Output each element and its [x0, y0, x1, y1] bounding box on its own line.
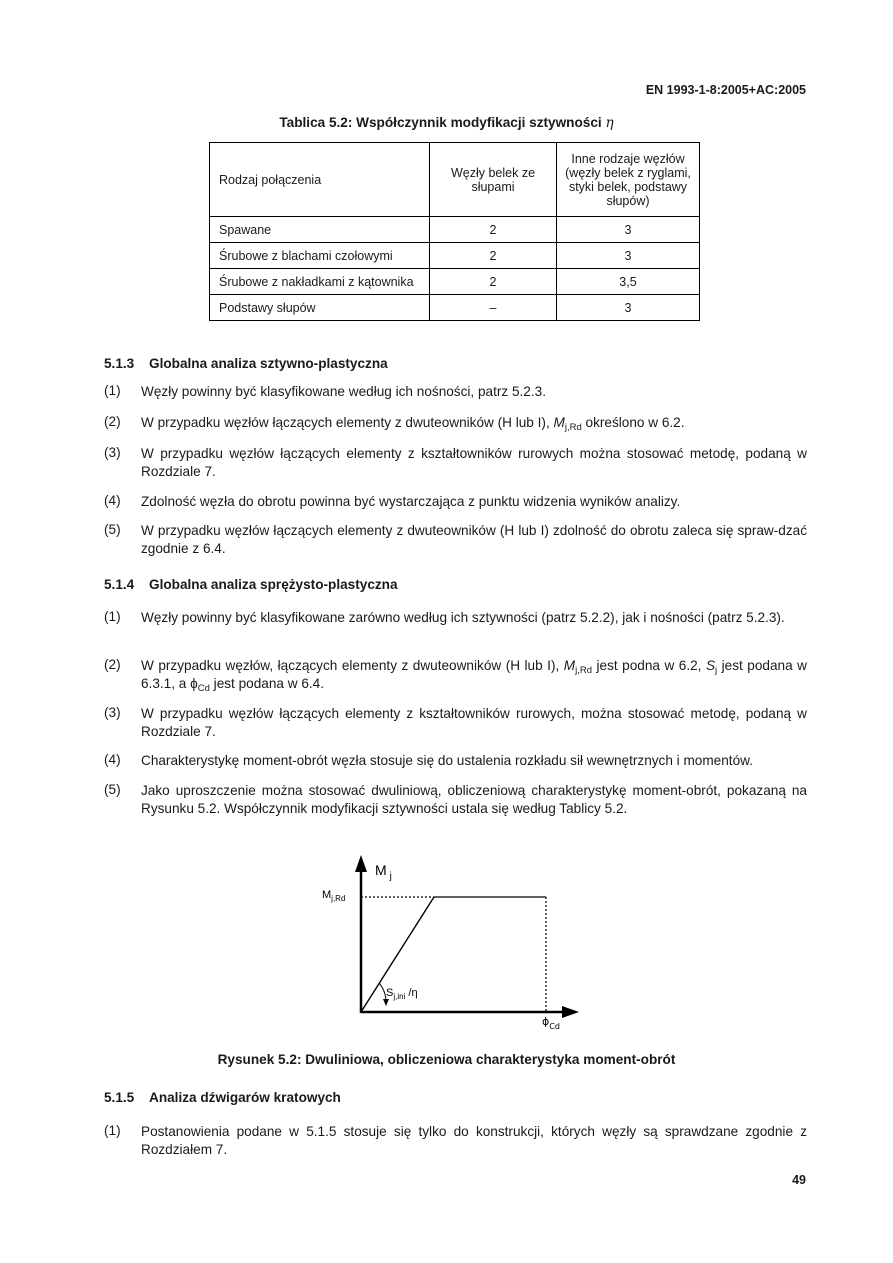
document-header: EN 1993-1-8:2005+AC:2005 — [645, 83, 806, 97]
item-text — [141, 414, 807, 432]
text-run: Węzły powinny być klasyfikowane zarówno według ich sztywności (patrz 5.2.2), jak i nośności (patrz 5.2.3). — [141, 610, 785, 625]
item-text — [141, 522, 807, 558]
symbol-subscript: Cd — [197, 683, 210, 694]
table-cell: 2 — [430, 217, 557, 243]
section-heading — [104, 356, 388, 371]
y-label-main: M — [375, 862, 387, 878]
y-label-sub: j — [389, 871, 392, 882]
list-item — [104, 493, 807, 511]
table-row — [210, 269, 700, 295]
item-number: (1) — [104, 383, 121, 398]
section-heading — [104, 1090, 341, 1105]
list-item — [104, 414, 807, 432]
list-item — [104, 782, 807, 818]
slope-label-sub: j,ini — [393, 992, 406, 1001]
y-axis-arrow-icon — [355, 855, 367, 872]
list-item — [104, 752, 807, 770]
text-run: W przypadku węzłów łączących elementy z kształtowników rurowych, można stosować metodę, podaną w Rozdziale 7. — [141, 706, 807, 739]
table-cell: Spawane — [210, 217, 430, 243]
table-cell: 3,5 — [557, 269, 700, 295]
section-title: Globalna analiza sprężysto-plastyczna — [149, 577, 398, 592]
text-run: Jako uproszczenie można stosować dwuliniową, obliczeniową charakterystykę moment-obrót, pokazaną na Rysunku 5.2. Współczynnik modyfikacji sztywności ustala się według Tablicy 5.2. — [141, 783, 807, 816]
moment-rotation-diagram — [300, 845, 600, 1040]
slope-label-tail: /η — [405, 987, 418, 999]
table-cell: Śrubowe z nakładkami z kątownika — [210, 269, 430, 295]
item-number: (4) — [104, 493, 121, 508]
symbol-m: M — [553, 415, 565, 430]
list-item — [104, 1123, 807, 1159]
symbol-m: M — [563, 658, 576, 673]
section-title: Globalna analiza sztywno-plastyczna — [149, 356, 388, 371]
item-number: (2) — [104, 657, 121, 672]
text-run: Zdolność węzła do obrotu powinna być wystarczająca z punktu widzenia wyników analizy. — [141, 494, 681, 509]
item-text — [141, 445, 807, 481]
item-text — [141, 383, 807, 401]
slope-label — [386, 987, 418, 1001]
item-text — [141, 705, 807, 741]
section-number: 5.1.4 — [104, 577, 135, 592]
text-run: jest podna w 6.2, — [592, 658, 706, 673]
table-cell: 3 — [557, 295, 700, 321]
item-number: (3) — [104, 445, 121, 460]
symbol-phi: ϕ — [190, 676, 198, 691]
item-text — [141, 1123, 807, 1159]
list-item — [104, 657, 807, 693]
text-run: Węzły powinny być klasyfikowane według ich nośności, patrz 5.2.3. — [141, 384, 546, 399]
item-text — [141, 752, 807, 770]
section-number: 5.1.5 — [104, 1090, 135, 1105]
table-header-cell: Węzły belek ze słupami — [430, 143, 557, 217]
item-number: (2) — [104, 414, 121, 429]
text-run: W przypadku węzłów łączących elementy z dwuteowników (H lub I), — [141, 415, 554, 430]
table-cell: 2 — [430, 269, 557, 295]
table-caption-symbol: η — [605, 115, 614, 131]
text-run: Postanowienia podane w 5.1.5 stosuje się tylko do konstrukcji, których węzły są sprawdzane zgodnie z Rozdziałem 7. — [141, 1124, 807, 1157]
table-header-cell: Inne rodzaje węzłów (węzły belek z ryglami, styki belek, podstawy słupów) — [557, 143, 700, 217]
text-run: jest podana w 6.3.1, a — [141, 658, 807, 691]
mrd-label-sub: j,Rd — [331, 894, 346, 903]
stiffness-table — [209, 142, 700, 321]
table-cell: 3 — [557, 243, 700, 269]
figure-caption: Rysunek 5.2: Dwuliniowa, obliczeniowa charakterystyka moment-obrót — [217, 1052, 676, 1067]
list-item — [104, 383, 807, 401]
table-cell: Podstawy słupów — [210, 295, 430, 321]
table-caption — [0, 115, 893, 131]
text-run: W przypadku węzłów łączących elementy z kształtowników rurowych można stosować metodę, podaną w Rozdziale 7. — [141, 446, 807, 479]
table-cell: 3 — [557, 217, 700, 243]
symbol-subscript: j,Rd — [575, 665, 592, 676]
item-text — [141, 609, 807, 627]
symbol-subscript: j,Rd — [564, 422, 582, 433]
list-item — [104, 705, 807, 741]
table-cell: – — [430, 295, 557, 321]
table-row — [210, 217, 700, 243]
table-caption-text: Tablica 5.2: Współczynnik modyfikacji sztywności — [279, 115, 602, 130]
table-header-cell: Rodzaj połączenia — [210, 143, 430, 217]
item-number: (4) — [104, 752, 121, 767]
phi-cd-sub: Cd — [549, 1022, 560, 1031]
item-number: (5) — [104, 522, 121, 537]
item-number: (5) — [104, 782, 121, 797]
section-heading — [104, 577, 398, 592]
table-cell: 2 — [430, 243, 557, 269]
slope-label-main: S — [386, 987, 394, 999]
symbol-s: S — [705, 658, 716, 673]
table-row — [210, 243, 700, 269]
x-axis-arrow-icon — [562, 1006, 579, 1018]
item-number: (1) — [104, 1123, 121, 1138]
table-header-row — [210, 143, 700, 217]
angle-arrow-icon — [383, 999, 389, 1006]
phi-cd-main: ϕ — [542, 1015, 550, 1028]
symbol-subscript: j — [715, 665, 718, 676]
y-axis-label — [375, 862, 392, 882]
text-run: określono w 6.2. — [581, 415, 685, 430]
section-number: 5.1.3 — [104, 356, 135, 371]
item-text — [141, 657, 807, 693]
list-item — [104, 522, 807, 558]
table-row — [210, 295, 700, 321]
text-run: Charakterystykę moment-obrót węzła stosuje się do ustalenia rozkładu sił wewnętrznych i momentów. — [141, 753, 753, 768]
list-item — [104, 609, 807, 627]
mrd-label — [322, 889, 345, 903]
page-number: 49 — [792, 1173, 806, 1187]
item-text — [141, 493, 807, 511]
text-run: W przypadku węzłów łączących elementy z dwuteowników (H lub I) zdolność do obrotu zaleca się spraw-dzać zgodnie z 6.4. — [141, 523, 807, 556]
list-item — [104, 445, 807, 481]
item-text — [141, 782, 807, 818]
mrd-label-main: M — [322, 889, 332, 901]
phi-cd-label — [542, 1015, 560, 1031]
table-cell: Śrubowe z blachami czołowymi — [210, 243, 430, 269]
item-number: (1) — [104, 609, 121, 624]
text-run: W przypadku węzłów, łączących elementy z dwuteowników (H lub I), — [141, 658, 564, 673]
section-title: Analiza dźwigarów kratowych — [149, 1090, 341, 1105]
item-number: (3) — [104, 705, 121, 720]
text-run: jest podana w 6.4. — [209, 676, 325, 691]
